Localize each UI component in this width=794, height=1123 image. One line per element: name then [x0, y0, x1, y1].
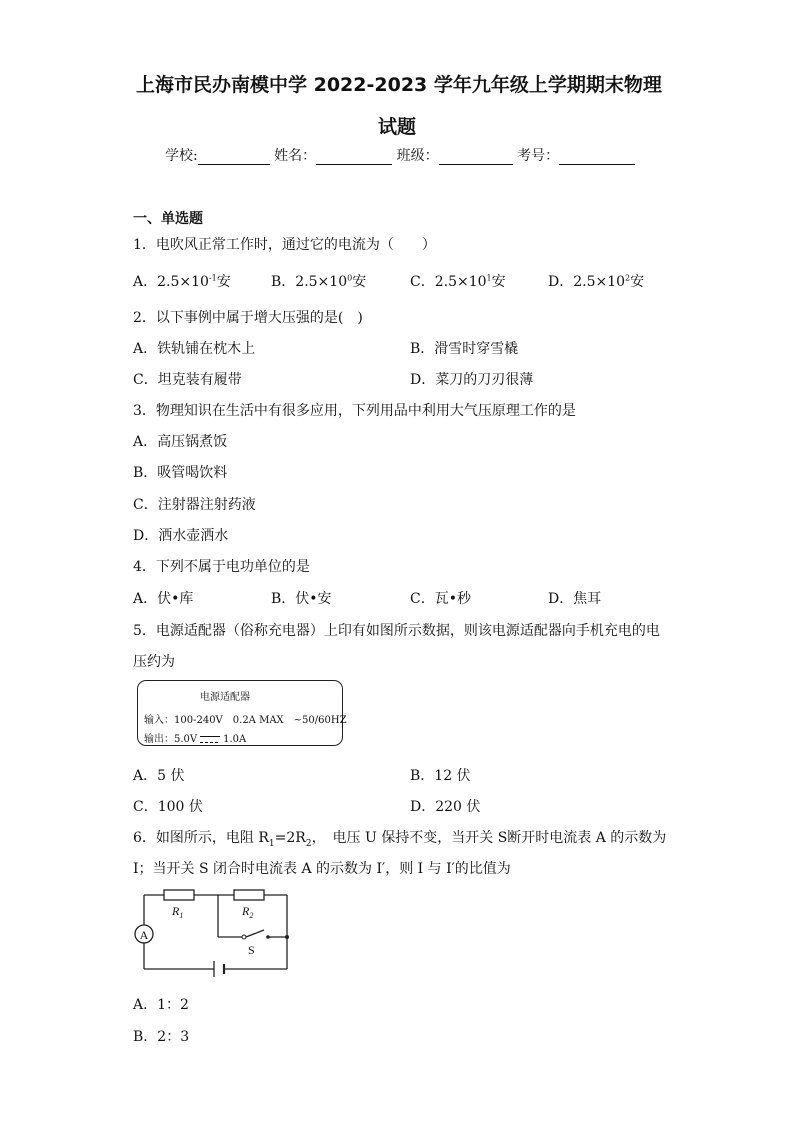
- resistor-r1: [164, 890, 194, 900]
- power-adapter-label: [137, 680, 347, 746]
- class-field[interactable]: [439, 150, 513, 165]
- section-heading: 一、单选题: [133, 211, 203, 227]
- school-label: 学校:: [165, 148, 198, 164]
- q2-option-c: C．坦克装有履带: [133, 372, 242, 388]
- exam-no-field[interactable]: [559, 150, 635, 165]
- q5-option-b: B．12 伏: [410, 768, 471, 784]
- q4-stem: 4．下列不属于电功单位的是: [133, 559, 310, 575]
- q3-option-c: C．注射器注射药液: [133, 497, 256, 513]
- q2-option-d: D．菜刀的刀刃很薄: [410, 372, 534, 388]
- q1-option-d: D．$2.5\times 10^2$安: [548, 273, 645, 290]
- q6-option-b: B．2：3: [133, 1029, 190, 1045]
- q3-option-a: A．高压锅煮饭: [133, 434, 228, 450]
- q4-option-a: A．伏•库: [133, 591, 194, 607]
- adapter-input: 输入：100-240V 0.2A MAX ~50/60HZ: [144, 715, 347, 726]
- q5-option-c: C．100 伏: [133, 799, 203, 815]
- q6-stem-line2: I；当开关 S 闭合时电流表 A 的示数为 I′，则 I 与 I′的比值为: [133, 861, 511, 877]
- q1-option-b: B．$2.5\times 10^0$安: [271, 273, 367, 290]
- name-label: 姓名：: [274, 148, 317, 164]
- circuit-diagram: [128, 885, 308, 980]
- resistor-r2: [234, 890, 264, 900]
- dc-symbol-icon: [200, 736, 220, 743]
- q4-option-d: D．焦耳: [548, 591, 602, 607]
- class-label: 班级：: [396, 148, 439, 164]
- q3-stem: 3．物理知识在生活中有很多应用，下列用品中利用大气压原理工作的是: [133, 403, 576, 419]
- school-field[interactable]: [198, 150, 270, 165]
- q3-option-d: D．洒水壶洒水: [133, 528, 229, 544]
- switch-contact-left: [242, 935, 246, 939]
- page-title-line2: 试题: [378, 116, 417, 138]
- adapter-title: 电源适配器: [200, 692, 250, 703]
- junction-dot: [285, 935, 289, 939]
- switch-contact-right: [266, 935, 270, 939]
- r1-label: $R_1$: [172, 904, 184, 920]
- q2-option-b: B．滑雪时穿雪橇: [410, 341, 519, 357]
- exam-no-label: 考号：: [517, 148, 560, 164]
- q2-option-a: A．铁轨铺在枕木上: [133, 341, 256, 357]
- q4-option-c: C．瓦•秒: [410, 591, 471, 607]
- switch-label: S: [248, 943, 255, 957]
- q6-stem-line1: 6．如图所示，电阻 $R_1=2R_2$， 电压 U 保持不变，当开关 S断开时电流表 A 的示数为: [133, 830, 667, 849]
- q1-option-a: A．$2.5\times 10^{-1}$安: [133, 273, 231, 290]
- q5-stem-line1: 5．电源适配器（俗称充电器）上印有如图所示数据，则该电源适配器向手机充电的电: [133, 623, 660, 639]
- name-field[interactable]: [316, 150, 392, 165]
- q5-option-d: D．220 伏: [410, 799, 481, 815]
- page-title-line1: 上海市民办南模中学 2022-2023 学年九年级上学期期末物理: [136, 74, 662, 96]
- adapter-output: 输出：5.0V 1.0A: [144, 734, 247, 745]
- q1-stem: 1．电吹风正常工作时，通过它的电流为（ ）: [133, 237, 436, 253]
- q2-stem: 2．以下事例中属于增大压强的是( ): [133, 310, 363, 326]
- student-info-row: [165, 145, 635, 165]
- r2-label: $R_2$: [242, 904, 254, 920]
- q1-option-c: C．$2.5\times 10^1$安: [410, 273, 506, 290]
- q5-stem-line2: 压约为: [133, 654, 175, 670]
- ammeter-label: A: [139, 928, 149, 942]
- q6-option-a: A．1：2: [133, 997, 189, 1013]
- q4-option-b: B．伏•安: [271, 591, 332, 607]
- q5-option-a: A．5 伏: [133, 768, 185, 784]
- q3-option-b: B．吸管喝饮料: [133, 465, 228, 481]
